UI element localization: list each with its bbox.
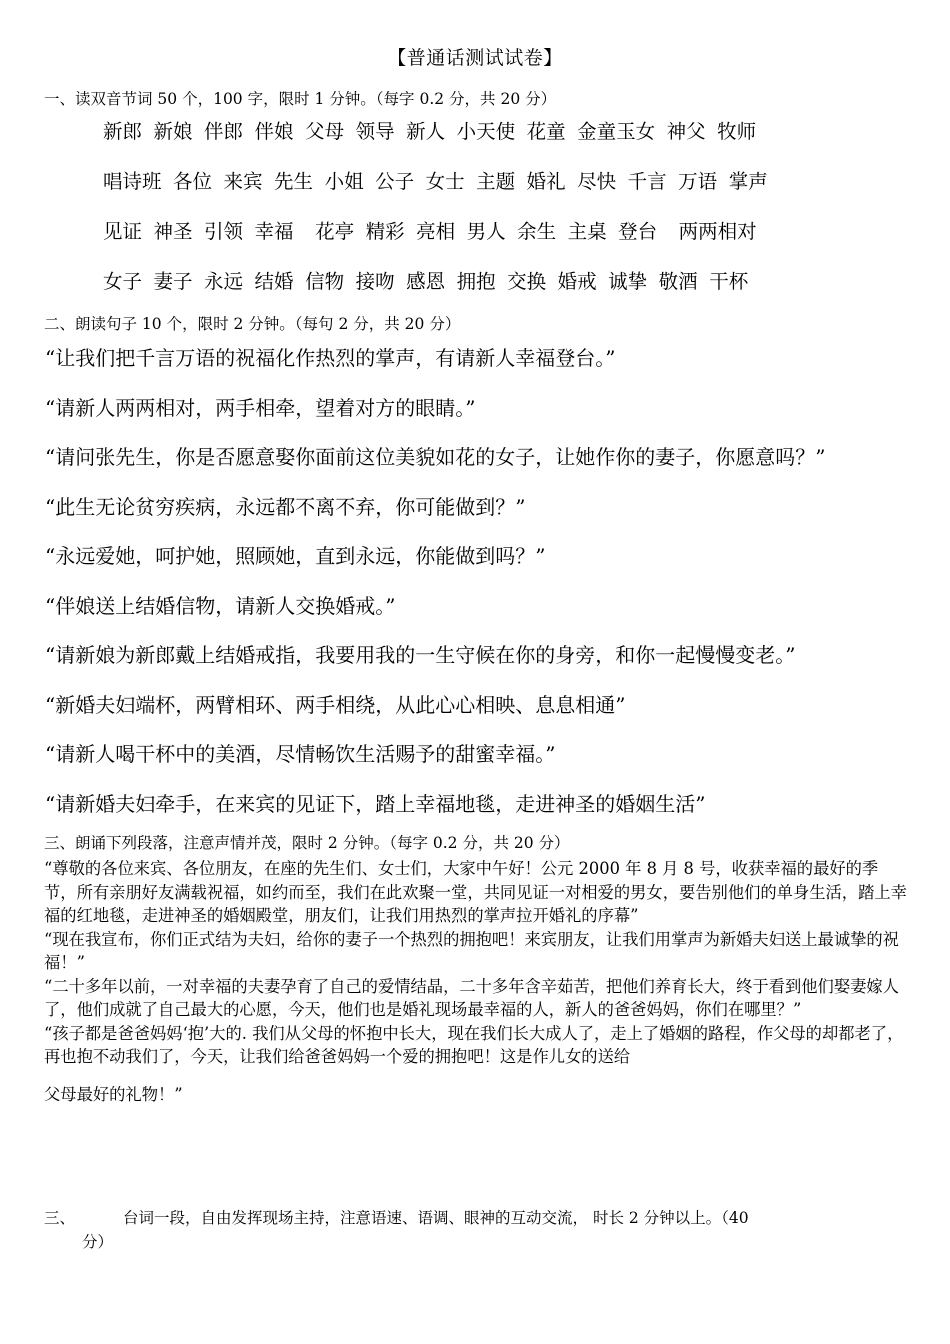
section3-heading: 三、朗诵下列段落，注意声情并茂，限时 2 分钟。（每字 0.2 分，共 20 分） <box>44 834 570 852</box>
word: 万语 <box>678 170 718 193</box>
sentence: “永远爱她，呵护她，照顾她，直到永远，你能做到吗？” <box>45 544 546 568</box>
sentence-list <box>45 343 920 838</box>
word: 女士 <box>425 170 465 193</box>
word: 永远 <box>204 270 244 293</box>
word-row <box>103 167 910 197</box>
word: 尽快 <box>577 170 617 193</box>
word: 小姐 <box>324 170 364 193</box>
word: 千言 <box>627 170 667 193</box>
word: 诚挚 <box>608 270 648 293</box>
word: 主题 <box>476 170 516 193</box>
sentence: “请新婚夫妇牵手，在来宾的见证下，踏上幸福地毯，走进神圣的婚姻生活” <box>45 791 706 816</box>
word: 干杯 <box>709 270 749 293</box>
word: 亮相 <box>416 220 456 243</box>
word: 敬酒 <box>658 270 698 293</box>
word: 唱诗班 <box>103 170 162 193</box>
word: 神父 <box>666 120 706 143</box>
sentence: “请新人喝干杯中的美酒，尽情畅饮生活赐予的甜蜜幸福。” <box>45 742 556 766</box>
word: 妻子 <box>153 270 193 293</box>
section4 <box>44 1206 904 1254</box>
paragraph: “二十多年以前，一对幸福的夫妻孕育了自己的爱情结晶，二十多年含辛茹苦，把他们养育长大，终于看到他们娶妻嫁人了，他们成就了自己最大的心愿，今天，他们也是婚礼现场最幸福的人，新人的爸爸妈妈，你们在哪里？” <box>44 976 899 1019</box>
word: 两两相对 <box>678 220 757 243</box>
section4-tail: 分） <box>82 1233 114 1251</box>
word: 引领 <box>204 220 244 243</box>
word: 结婚 <box>254 270 294 293</box>
word: 来宾 <box>223 170 263 193</box>
word: 父母 <box>305 120 345 143</box>
word: 主桌 <box>567 220 607 243</box>
paragraph: “尊敬的各位来宾、各位朋友，在座的先生们、女士们，大家中午好！公元 2000 年 8 月 8 号，收获幸福的最好的季节，所有亲朋好友满载祝福，如约而至，我们在此欢聚一堂，共同见证一对相爱的男女，要告别他们的单身生活，踏上幸福的红地毯，走进神圣的婚姻殿堂，朋友们，让我们用热烈的掌声拉开婚礼的序幕” <box>44 859 907 925</box>
word: 男人 <box>466 220 506 243</box>
word-row <box>103 267 910 297</box>
word-row <box>103 217 910 247</box>
word: 女子 <box>103 270 143 293</box>
word: 金童玉女 <box>577 120 656 143</box>
word: 花童 <box>526 120 566 143</box>
sentence: “请问张先生，你是否愿意娶你面前这位美貌如花的女子，让她作你的妻子，你愿意吗？” <box>45 445 826 469</box>
paragraph: “孩子都是爸爸妈妈‘抱’大的. 我们从父母的怀抱中长大，现在我们长大成人了，走上了婚姻的路程，作父母的却都老了，再也抱不动我们了，今天，让我们给爸爸妈妈一个爱的拥抱吧！这是作儿女的送给 <box>44 1023 904 1066</box>
sentence: “让我们把千言万语的祝福化作热烈的掌声，有请新人幸福登台。” <box>45 346 616 370</box>
word-row <box>103 117 910 147</box>
word: 见证 <box>103 220 143 243</box>
sentence: “伴娘送上结婚信物，请新人交换婚戒。” <box>45 593 396 618</box>
word: 新郎 <box>103 120 143 143</box>
word: 精彩 <box>365 220 405 243</box>
sentence: “请新人两两相对，两手相牵，望着对方的眼睛。” <box>45 395 476 420</box>
word: 掌声 <box>728 170 768 193</box>
word: 拥抱 <box>456 270 496 293</box>
word: 新人 <box>406 120 446 143</box>
word: 牧师 <box>717 120 757 143</box>
word: 登台 <box>618 220 658 243</box>
page-title: 【普通话测试试卷】 <box>387 47 563 69</box>
word: 小天使 <box>456 120 516 143</box>
word: 新娘 <box>153 120 193 143</box>
word: 信物 <box>305 270 345 293</box>
paragraph-list <box>44 857 910 1106</box>
word: 伴郎 <box>204 120 244 143</box>
word: 余生 <box>517 220 557 243</box>
word: 先生 <box>274 170 314 193</box>
sentence: “此生无论贫穷疾病，永远都不离不弃，你可能做到？” <box>45 494 526 519</box>
word: 交换 <box>507 270 547 293</box>
section4-text: 台词一段，自由发挥现场主持，注意语速、语调、眼神的互动交流， 时长 2 分钟以上。（40 <box>123 1209 749 1227</box>
word: 伴娘 <box>254 120 294 143</box>
sentence: “新婚夫妇端杯，两臂相环、两手相绕，从此心心相映、息息相通” <box>45 692 626 717</box>
word: 感恩 <box>406 270 446 293</box>
word: 公子 <box>375 170 415 193</box>
word-list <box>103 117 910 317</box>
section2-heading: 二、朗读句子 10 个，限时 2 分钟。（每句 2 分，共 20 分） <box>44 315 461 333</box>
word: 婚礼 <box>526 170 566 193</box>
paragraph: “现在我宣布，你们正式结为夫妇，给你的妻子一个热烈的拥抱吧！来宾朋友，让我们用掌声为新婚夫妇送上最诚挚的祝福！” <box>44 929 899 972</box>
word: 婚戒 <box>557 270 597 293</box>
word: 幸福 <box>254 220 294 243</box>
word: 接吻 <box>355 270 395 293</box>
word: 花亭 <box>315 220 355 243</box>
section1-heading: 一、读双音节词 50 个，100 字，限时 1 分钟。（每字 0.2 分，共 20 分） <box>44 90 557 108</box>
word: 各位 <box>173 170 213 193</box>
section4-number: 三、 <box>44 1209 76 1227</box>
sentence: “请新娘为新郎戴上结婚戒指，我要用我的一生守候在你的身旁，和你一起慢慢变老。” <box>45 643 796 667</box>
paragraph: 父母最好的礼物！” <box>44 1084 183 1104</box>
word: 领导 <box>355 120 395 143</box>
word: 神圣 <box>153 220 193 243</box>
